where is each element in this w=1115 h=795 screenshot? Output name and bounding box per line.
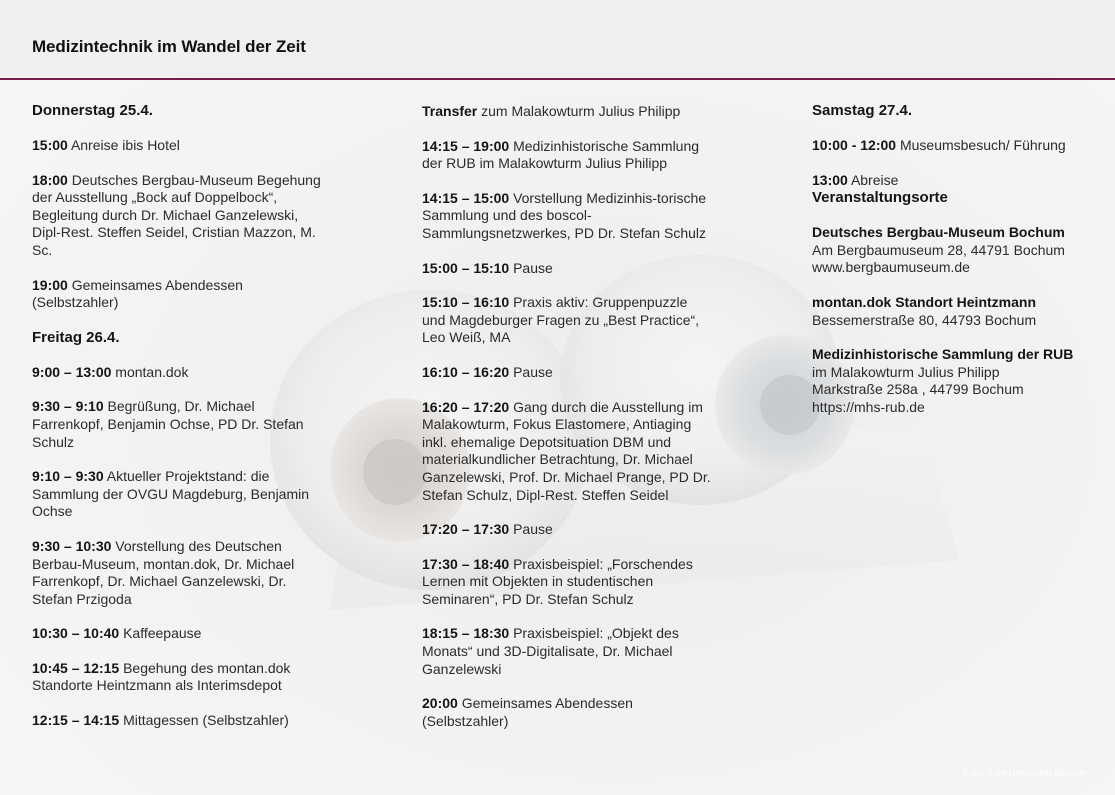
schedule-column-1: [32, 102, 322, 747]
schedule-entry: 10:00 - 12:00 Museumsbesuch/ Führung: [812, 137, 1066, 153]
schedule-entry: 15:00 – 15:10 Pause: [422, 259, 553, 276]
schedule-entry: 10:30 – 10:40 Kaffeepause: [32, 625, 202, 642]
schedule-entry: 18:00 Deutsches Bergbau-Museum Begehung der Ausstellung „Bock auf Doppelbock“, Begleitung durch Dr. Michael Ganzelewski, Dipl-Rest. Steffen Seidel, Cristian Mazzon, M. Sc.: [32, 171, 321, 258]
day-heading-thursday: Donnerstag 25.4.: [32, 102, 153, 119]
day-heading-saturday: Samstag 27.4.: [812, 102, 913, 119]
schedule-column-2: [422, 103, 712, 747]
schedule-entry: 15:10 – 16:10 Praxis aktiv: Gruppenpuzzle und Magdeburger Fragen zu „Best Practice“, Leo Weiß, MA: [422, 294, 700, 346]
schedule-entry: 9:30 – 10:30 Vorstellung des Deutschen Berbau-Museum, montan.dok, Dr. Michael Farrenkopf, Dr. Michael Ganzelewski, Dr. Stefan Przigoda: [32, 537, 295, 607]
schedule-entry: Transfer zum Malakowturm Julius Philipp: [422, 103, 681, 119]
schedule-entry: 18:15 – 18:30 Praxisbeispiel: „Objekt des Monats“ und 3D-Digitalisate, Dr. Michael Ganzelewski: [422, 625, 679, 677]
venue-address: Am Bergbaumuseum 28, 44791 Bochum: [812, 241, 1065, 258]
schedule-entry: 20:00 Gemeinsames Abendessen (Selbstzahler): [422, 695, 633, 729]
schedule-entry: 16:20 – 17:20 Gang durch die Ausstellung im Malakowturm, Fokus Elastomere, Antiaging inkl. ehemalige Depotsituation DBM und materialkundlicher Betrachtung, Dr. Michael Ganzelewski, Prof. Dr. Michael Prange, PD Dr. Stefan Schulz, Dipl-Rest. Steffen Seidel: [422, 398, 711, 503]
venue-name: Deutsches Bergbau-Museum Bochum: [812, 224, 1065, 241]
venue-address-line: im Malakowturm Julius Philipp: [812, 363, 1000, 380]
venue-name: Medizinhistorische Sammlung der RUB: [812, 346, 1074, 363]
page-title: Medizintechnik im Wandel der Zeit: [32, 37, 306, 56]
photo-credit: Foto: Ruhr-Universität Bochum: [963, 768, 1087, 778]
venue-address: Bessemerstraße 80, 44793 Bochum: [812, 311, 1037, 328]
schedule-entry: 9:00 – 13:00 montan.dok: [32, 363, 189, 380]
venue-block: [812, 224, 1112, 277]
schedule-entry: 12:15 – 14:15 Mittagessen (Selbstzahler): [32, 712, 289, 729]
schedule-entry: 16:10 – 16:20 Pause: [422, 363, 553, 380]
schedule-entry: 14:15 – 19:00 Medizinhistorische Sammlung der RUB im Malakowturm Julius Philipp: [422, 137, 700, 172]
schedule-entry: 17:20 – 17:30 Pause: [422, 521, 553, 538]
schedule-entry: 19:00 Gemeinsames Abendessen (Selbstzahler): [32, 276, 243, 311]
venue-block: [812, 294, 1112, 329]
venue-address: Markstraße 258a , 44799 Bochum: [812, 381, 1024, 398]
venue-website-link[interactable]: www.bergbaumuseum.de: [812, 259, 970, 276]
schedule-entry: 9:30 – 9:10 Begrüßung, Dr. Michael Farrenkopf, Benjamin Ochse, PD Dr. Stefan Schulz: [32, 398, 304, 450]
schedule-entry: 9:10 – 9:30 Aktueller Projektstand: die Sammlung der OVGU Magdeburg, Benjamin Ochse: [32, 468, 310, 520]
venue-website-link[interactable]: https://mhs-rub.de: [812, 398, 925, 415]
header-bar: [0, 0, 1115, 80]
day-heading-friday: Freitag 26.4.: [32, 328, 120, 346]
schedule-entry: 14:15 – 15:00 Vorstellung Medizinhis-torische Sammlung und des boscol-Sammlungsnetzwerkes, PD Dr. Stefan Schulz: [422, 189, 707, 241]
venue-block: [812, 346, 1112, 416]
schedule-entry: 17:30 – 18:40 Praxisbeispiel: „Forschendes Lernen mit Objekten in studentischen Seminaren“, PD Dr. Stefan Schulz: [422, 555, 693, 607]
schedule-entry: 10:45 – 12:15 Begehung des montan.dok Standorte Heintzmann als Interimsdepot: [32, 659, 291, 694]
venues-heading: Veranstaltungsorte: [812, 189, 948, 207]
schedule-entry: 13:00 Abreise: [812, 171, 899, 188]
schedule-column-3: [812, 102, 1112, 434]
schedule-entry: 15:00 Anreise ibis Hotel: [32, 137, 180, 153]
venue-name: montan.dok Standort Heintzmann: [812, 293, 1036, 310]
